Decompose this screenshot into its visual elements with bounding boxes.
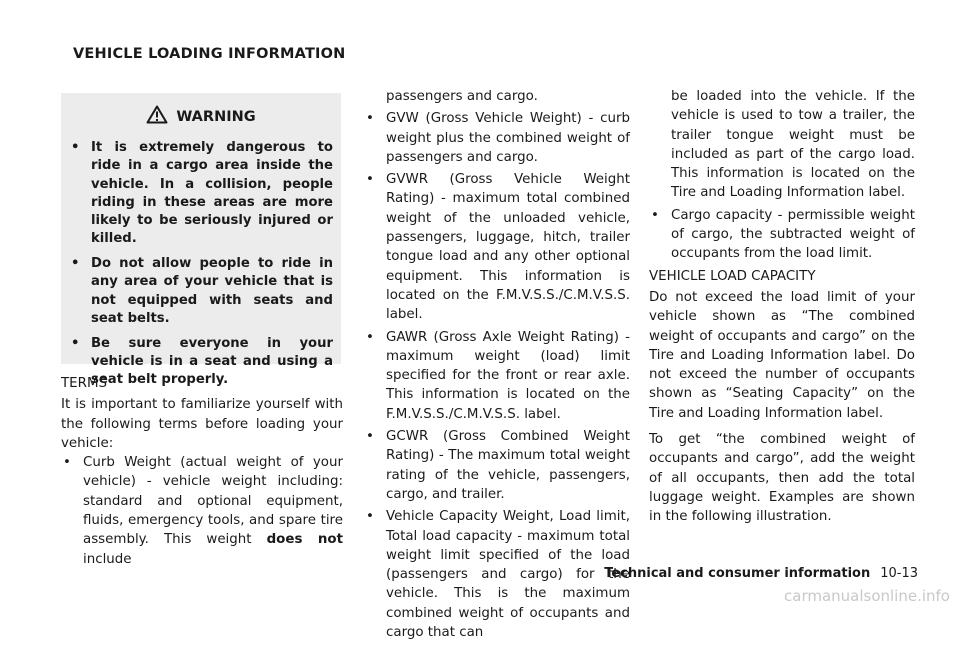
terms-list-start (61, 453, 343, 569)
terms-heading: TERMS (61, 376, 107, 391)
term-gawr: • GAWR (Gross Axle Weight Rating) - maximum weight (load) limit specified for the front or rear axle. This information is located on the F.M.V.S.S./C.M.V.S.S. label. (364, 328, 630, 424)
curb-weight-after: include (83, 551, 132, 567)
load-capacity-p1: Do not exceed the load limit of your vehicle shown as “The combined weight of occupants and cargo” on the Tire and Loading Information label. Do not exceed the number of occupants shown as “Seating Capacity” on the Tire and Loading Information label. (649, 289, 915, 421)
warning-item: • Do not allow people to ride in any area of your vehicle that is not equipped with seats and seat belts. (61, 255, 341, 328)
load-capacity-heading: VEHICLE LOAD CAPACITY (649, 268, 816, 284)
page-footer (604, 566, 918, 581)
curb-weight-emphasis: does not (266, 532, 343, 548)
column-3 (649, 87, 915, 527)
page-title: VEHICLE LOADING INFORMATION (73, 46, 346, 62)
curb-weight-text: Curb Weight (actual weight of your vehicle) - vehicle weight including: standard and optional equipment, fluids, emergency tools, and spare tire assembly. This weight (83, 455, 343, 548)
curb-weight-continued: passengers and cargo. (386, 89, 538, 104)
warning-triangle-icon (146, 105, 168, 128)
warning-item: • It is extremely dangerous to ride in a cargo area inside the vehicle. In a collision, people riding in these areas are more likely to be seriously injured or killed. (61, 139, 341, 249)
warning-item: • Be sure everyone in your vehicle is in a seat and using a seat belt properly. (61, 335, 341, 390)
terms-intro: It is important to familiarize yourself with the following terms before loading your vehicle: (61, 397, 343, 451)
terms-section (61, 374, 343, 572)
term-gvw: • GVW (Gross Vehicle Weight) - curb weight plus the combined weight of passengers and cargo. (364, 109, 630, 167)
warning-title-row (61, 105, 341, 128)
warning-list (61, 139, 341, 396)
terms-list (364, 109, 630, 642)
column-2 (364, 87, 630, 645)
curb-weight-item (61, 453, 343, 569)
term-gcwr: • GCWR (Gross Combined Weight Rating) - The maximum total weight rating of the vehicle, passengers, cargo, and trailer. (364, 427, 630, 504)
term-cargo-capacity: • Cargo capacity - permissible weight of cargo, the subtracted weight of occupants from the load limit. (649, 206, 915, 264)
page-number: 10-13 (880, 566, 918, 581)
term-vehicle-capacity: • Vehicle Capacity Weight, Load limit, Total load capacity - maximum total weight limit specified of the load (passengers and cargo) for the vehicle. This is the maximum combined weight of occupants and cargo that can (364, 507, 630, 642)
watermark: carmanualsonline.info (784, 587, 950, 605)
vehicle-capacity-continued: be loaded into the vehicle. If the vehicle is used to tow a trailer, the trailer tongue weight must be included as part of the cargo load. This information is located on the Tire and Loading Information label. (671, 89, 915, 201)
warning-label: WARNING (176, 109, 256, 125)
terms-list-end (649, 206, 915, 264)
footer-section-title: Technical and consumer information (604, 566, 871, 581)
term-gvwr: • GVWR (Gross Vehicle Weight Rating) - maximum total combined weight of the unloaded vehicle, passengers, luggage, hitch, trailer tongue load and any other optional equipment. This information is located on the F.M.V.S.S./C.M.V.S.S. label. (364, 170, 630, 324)
load-capacity-p2: To get “the combined weight of occupants and cargo”, add the weight of all occupants, then add the total luggage weight. Examples are shown in the following illustration. (649, 432, 915, 525)
